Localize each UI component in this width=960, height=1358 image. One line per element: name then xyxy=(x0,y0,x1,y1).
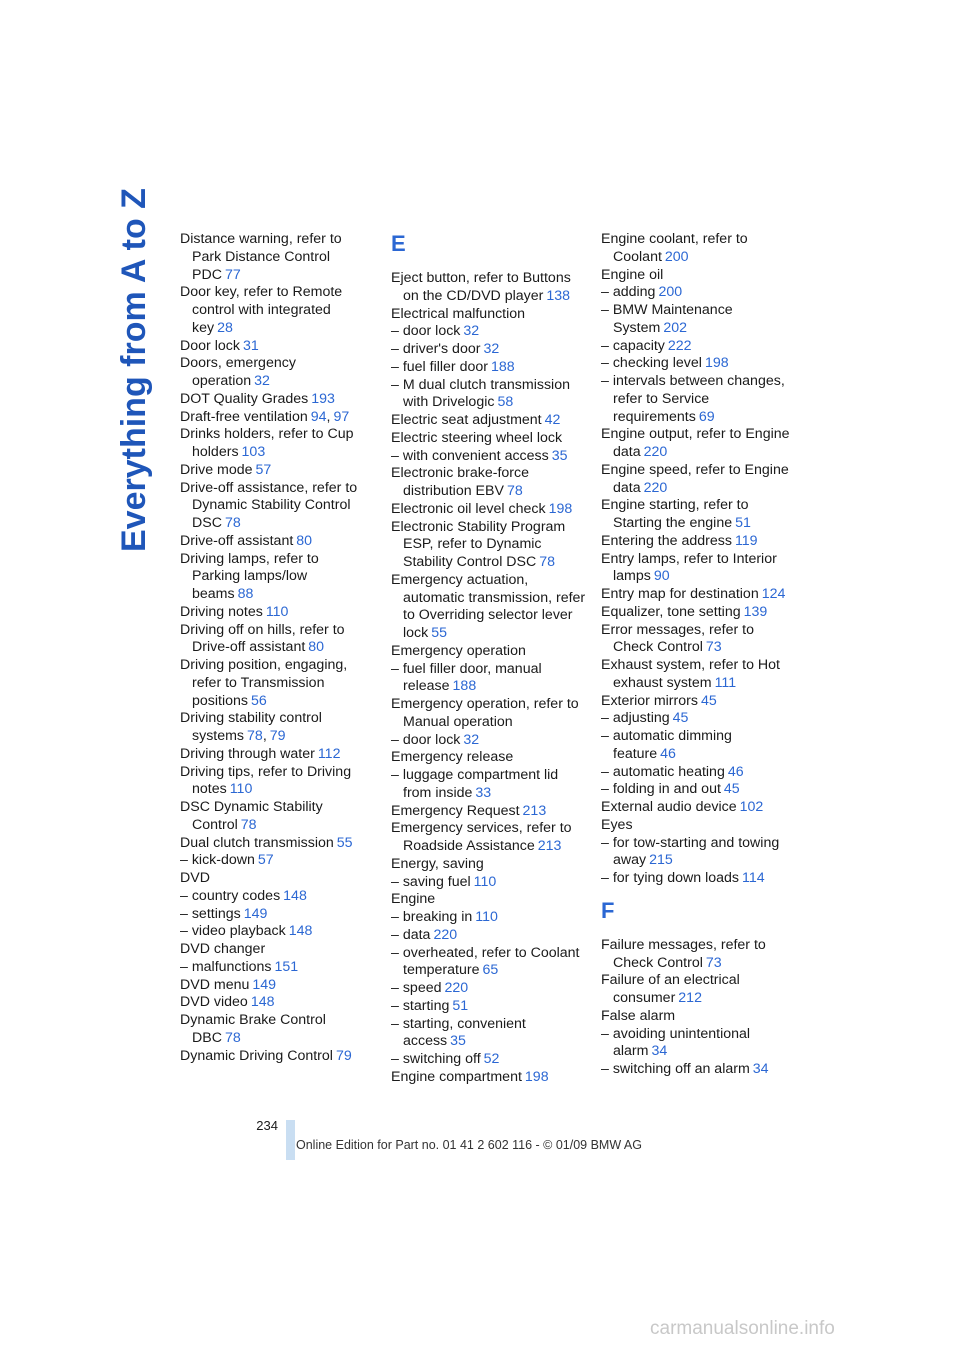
page-link[interactable]: 94 xyxy=(310,408,327,425)
page-link[interactable]: 220 xyxy=(643,444,668,460)
page-link[interactable]: 119 xyxy=(734,532,758,549)
index-entry-text: Failure messages, refer to Check Control xyxy=(601,936,766,971)
index-entry xyxy=(180,604,370,622)
index-entry-text: – fuel filler door, manual release xyxy=(391,660,542,695)
index-entry-text: – video playback xyxy=(180,923,286,940)
index-entry-text: – adjusting xyxy=(601,710,670,727)
page-link[interactable]: 198 xyxy=(524,1068,549,1085)
index-entry xyxy=(601,302,796,338)
index-entry-text: Exhaust system, refer to Hot exhaust system xyxy=(601,657,780,691)
page-link[interactable]: 148 xyxy=(288,923,313,940)
page-link[interactable]: 188 xyxy=(452,678,477,695)
page-link[interactable]: 188 xyxy=(491,358,515,375)
index-entry xyxy=(601,817,796,835)
page-link[interactable]: 78 xyxy=(506,483,523,499)
side-title: Everything from A to Z xyxy=(115,188,153,552)
page-link[interactable]: 202 xyxy=(663,319,687,336)
page-link[interactable]: 80 xyxy=(308,639,325,656)
index-entry-text: DVD xyxy=(180,870,210,886)
index-entry xyxy=(180,852,370,870)
page-link[interactable]: 78 xyxy=(247,728,263,744)
index-entry xyxy=(601,604,796,622)
index-entry xyxy=(391,856,586,874)
index-entry xyxy=(391,732,586,750)
page-link[interactable]: 57 xyxy=(255,461,272,478)
index-entry-text: – capacity xyxy=(601,337,665,354)
index-entry-text: Driving tips, refer to Driving notes xyxy=(180,763,352,798)
index-entry xyxy=(601,231,796,267)
page-link[interactable]: 149 xyxy=(243,905,268,922)
index-entry-text: Eyes xyxy=(601,816,633,833)
index-entry xyxy=(391,803,586,821)
index-entry-text: – overheated, refer to Coolant temperature xyxy=(391,944,580,979)
footer-accent-bar xyxy=(286,1120,295,1160)
index-entry xyxy=(180,746,370,764)
index-entry xyxy=(601,551,796,587)
index-entry xyxy=(391,412,586,430)
page-link[interactable]: 111 xyxy=(714,674,737,691)
page-link[interactable]: 200 xyxy=(658,284,683,301)
index-entry-text: Failure of an electrical consumer xyxy=(601,972,740,1006)
page-link[interactable]: 110 xyxy=(475,909,498,925)
index-entry-text: Electronic oil level check xyxy=(391,500,546,517)
index-entry xyxy=(391,270,586,306)
page-link[interactable]: 193 xyxy=(311,390,335,407)
page-link[interactable]: 65 xyxy=(482,962,499,979)
page-ref-separator: , xyxy=(326,408,331,425)
index-entry-text: Equalizer, tone setting xyxy=(601,603,741,620)
page-link[interactable]: 80 xyxy=(296,532,313,549)
index-entry-text: Drive-off assistant xyxy=(180,532,294,549)
page-link[interactable]: 110 xyxy=(473,873,497,890)
index-entry-text: Dynamic Driving Control xyxy=(180,1047,333,1064)
index-entry-text: Entering the address xyxy=(601,532,732,549)
page-link[interactable]: 32 xyxy=(483,341,500,357)
index-entry-text: Driving lamps, refer to Parking lamps/low beams xyxy=(180,550,319,602)
index-entry-text: – starting, convenient access xyxy=(391,1015,526,1050)
page-link[interactable]: 79 xyxy=(269,728,286,744)
index-entry xyxy=(391,430,586,448)
index-entry xyxy=(391,1016,586,1052)
index-entry xyxy=(180,391,370,409)
index-entry-text: DVD changer xyxy=(180,941,266,957)
page-link[interactable]: 32 xyxy=(463,731,480,748)
section-letter-e: E xyxy=(391,231,406,256)
index-entry-text: – door lock xyxy=(391,323,461,340)
index-entry xyxy=(601,799,796,817)
index-entry xyxy=(601,870,796,888)
page-link[interactable]: 198 xyxy=(548,500,573,517)
index-entry-text: Door key, refer to Remote control with integrated key xyxy=(180,284,343,336)
page-link[interactable]: 198 xyxy=(704,355,729,372)
index-entry xyxy=(391,519,586,572)
index-entry-text: Dynamic Brake Control DBC xyxy=(180,1012,326,1046)
page-link[interactable]: 220 xyxy=(433,926,458,943)
index-entry-text: – starting xyxy=(391,997,450,1014)
index-entry xyxy=(180,888,370,906)
index-entry xyxy=(180,533,370,551)
index-column-3 xyxy=(601,231,796,1079)
page-link[interactable]: 110 xyxy=(265,603,289,620)
index-entry xyxy=(391,749,586,767)
index-entry xyxy=(391,998,586,1016)
page-link[interactable]: 213 xyxy=(537,838,562,854)
index-entry-text: – data xyxy=(391,926,431,943)
index-entry-text: Energy, saving xyxy=(391,855,484,872)
index-entry-text: Electric steering wheel lock xyxy=(391,429,563,446)
index-entry xyxy=(180,284,370,337)
index-entry-text: Drive mode xyxy=(180,461,253,478)
index-entry xyxy=(601,835,796,871)
index-entry-text: DSC Dynamic Stability Control xyxy=(180,799,323,833)
page-link[interactable]: 46 xyxy=(727,763,744,780)
index-entry xyxy=(391,767,586,803)
page-link[interactable]: 114 xyxy=(742,870,765,886)
index-entry-text: Emergency release xyxy=(391,749,514,766)
index-entry-text: Emergency operation, refer to Manual operation xyxy=(391,696,579,730)
index-entry xyxy=(601,267,796,285)
page-link[interactable]: 149 xyxy=(252,976,277,993)
index-entry-text: – fuel filler door xyxy=(391,358,488,375)
page-link[interactable]: 45 xyxy=(700,692,717,709)
index-entry-text: – intervals between changes, refer to Service requirements xyxy=(601,373,785,425)
page-link[interactable]: 212 xyxy=(678,990,702,1006)
page-link[interactable]: 78 xyxy=(240,816,257,833)
index-entry xyxy=(601,972,796,1008)
page-link[interactable]: 88 xyxy=(237,586,254,602)
index-entry-text: Eject button, refer to Buttons on the CD/DVD player xyxy=(391,270,571,304)
index-column-1 xyxy=(180,231,370,1065)
page-link[interactable]: 55 xyxy=(431,625,448,641)
page-link[interactable]: 32 xyxy=(463,323,480,340)
index-entry xyxy=(391,341,586,359)
index-entry-text: Driving stability control systems xyxy=(180,710,322,744)
index-entry xyxy=(391,359,586,377)
page-link[interactable]: 110 xyxy=(229,781,253,798)
index-entry-text: DVD video xyxy=(180,994,248,1011)
index-entry xyxy=(601,1008,796,1026)
index-entry-text: Entry map for destination xyxy=(601,586,759,602)
index-entry-text: – adding xyxy=(601,284,656,301)
index-entry xyxy=(180,799,370,835)
page-link[interactable]: 45 xyxy=(672,710,689,727)
index-entry-text: False alarm xyxy=(601,1007,676,1024)
page-ref-separator: , xyxy=(262,728,267,744)
index-column-2 xyxy=(391,231,586,1087)
index-entry xyxy=(391,1051,586,1069)
index-entry xyxy=(391,980,586,998)
index-entry-text: – automatic dimming feature xyxy=(601,728,732,762)
index-entry xyxy=(180,622,370,658)
index-entry xyxy=(180,923,370,941)
index-entry xyxy=(601,586,796,604)
index-entry-text: – saving fuel xyxy=(391,873,471,890)
index-entry-text: – switching off xyxy=(391,1051,481,1067)
index-entry xyxy=(391,501,586,519)
index-entry xyxy=(180,426,370,462)
page-link[interactable]: 58 xyxy=(497,394,514,411)
index-entry xyxy=(601,693,796,711)
index-entry xyxy=(601,497,796,533)
index-entry xyxy=(601,355,796,373)
index-entry-text: – avoiding unintentional alarm xyxy=(601,1025,751,1060)
page-link[interactable]: 73 xyxy=(705,639,722,656)
index-entry xyxy=(391,1069,586,1087)
index-entry xyxy=(180,1048,370,1066)
index-entry-text: – kick-down xyxy=(180,852,255,869)
index-entry xyxy=(601,533,796,551)
page-link[interactable]: 148 xyxy=(250,994,275,1011)
index-entry-text: DVD menu xyxy=(180,976,250,993)
index-entry xyxy=(391,696,586,732)
index-entry-text: Dual clutch transmission xyxy=(180,834,334,851)
index-entry xyxy=(180,338,370,356)
index-entry-text: – for tying down loads xyxy=(601,870,740,886)
index-entry xyxy=(601,1061,796,1079)
index-entry xyxy=(391,572,586,643)
index-entry-text: – checking level xyxy=(601,355,702,372)
page-link[interactable]: 124 xyxy=(761,586,786,602)
index-entry-text: Engine starting, refer to Starting the engine xyxy=(601,497,749,531)
index-entry-text: Engine compartment xyxy=(391,1068,522,1085)
page-link[interactable]: 77 xyxy=(224,266,241,283)
index-entry-text: External audio device xyxy=(601,799,737,815)
index-entry-text: – BMW Maintenance System xyxy=(601,302,733,336)
index-entry xyxy=(601,373,796,426)
index-entry-text: – breaking in xyxy=(391,909,473,925)
index-entry-text: DOT Quality Grades xyxy=(180,390,309,407)
index-entry xyxy=(391,874,586,892)
index-entry-text: – M dual clutch transmission with Drivelogic xyxy=(391,376,570,411)
index-entry xyxy=(601,728,796,764)
index-entry xyxy=(601,426,796,462)
index-entry xyxy=(180,462,370,480)
index-entry xyxy=(180,835,370,853)
index-entry xyxy=(180,551,370,604)
index-entry xyxy=(601,1026,796,1062)
page-link[interactable]: 213 xyxy=(522,802,547,819)
page-link[interactable]: 103 xyxy=(241,444,266,460)
index-entry-text: Draft-free ventilation xyxy=(180,408,308,425)
index-entry xyxy=(601,462,796,498)
index-entry xyxy=(391,661,586,697)
index-entry xyxy=(180,906,370,924)
page-number: 234 xyxy=(256,1118,278,1133)
index-entry-text: Emergency Request xyxy=(391,802,520,819)
index-entry-text: Distance warning, refer to Park Distance Control PDC xyxy=(180,231,342,283)
index-entry-text: – automatic heating xyxy=(601,763,725,780)
index-entry xyxy=(601,937,796,973)
index-entry xyxy=(601,284,796,302)
index-entry xyxy=(180,409,370,427)
page-link[interactable]: 34 xyxy=(752,1061,769,1077)
page-link[interactable]: 57 xyxy=(257,852,274,869)
page-link[interactable]: 28 xyxy=(217,319,233,336)
page-link[interactable]: 56 xyxy=(251,692,267,709)
index-entry-text: Door lock xyxy=(180,337,240,354)
index-entry-text: Electrical malfunction xyxy=(391,305,526,322)
index-entry-text: Engine xyxy=(391,891,436,908)
page-link[interactable]: 148 xyxy=(283,887,307,904)
index-entry-text: Doors, emergency operation xyxy=(180,355,296,389)
page-link[interactable]: 112 xyxy=(317,745,341,762)
section-letter-f: F xyxy=(601,897,615,923)
index-entry xyxy=(601,710,796,728)
page-link[interactable]: 222 xyxy=(667,337,692,354)
index-entry xyxy=(180,941,370,959)
index-entry-text: – country codes xyxy=(180,887,281,904)
page-link[interactable]: 79 xyxy=(335,1047,352,1064)
index-entry-text: Exterior mirrors xyxy=(601,692,698,709)
index-entry xyxy=(180,764,370,800)
page-link[interactable]: 51 xyxy=(452,997,469,1014)
page-link[interactable]: 215 xyxy=(649,852,673,869)
page-link[interactable]: 73 xyxy=(705,954,722,971)
index-entry xyxy=(180,231,370,284)
page-link[interactable]: 200 xyxy=(664,248,689,265)
page-link[interactable]: 102 xyxy=(739,799,764,815)
index-entry-text: – switching off an alarm xyxy=(601,1061,750,1077)
page-link[interactable]: 138 xyxy=(546,287,571,304)
index-entry xyxy=(391,465,586,501)
index-entry-text: – speed xyxy=(391,980,442,996)
index-entry-text: Driving through water xyxy=(180,745,315,762)
page-link[interactable]: 55 xyxy=(336,834,353,851)
index-entry-text: – door lock xyxy=(391,731,461,748)
index-entry xyxy=(601,622,796,658)
index-entry-text: Engine coolant, refer to Coolant xyxy=(601,231,748,265)
index-entry-text: – driver's door xyxy=(391,341,481,357)
page-link[interactable]: 34 xyxy=(651,1043,668,1060)
index-entry xyxy=(180,480,370,533)
index-entry xyxy=(180,710,370,746)
page-link[interactable]: 90 xyxy=(653,568,670,585)
index-entry-text: Electronic Stability Program ESP, refer to Dynamic Stability Control DSC xyxy=(391,518,566,570)
index-entry xyxy=(601,764,796,782)
page-link[interactable]: 45 xyxy=(723,781,740,798)
index-entry-text: Emergency services, refer to Roadside Assistance xyxy=(391,820,572,854)
index-entry xyxy=(391,945,586,981)
index-entry-text: – for tow-starting and towing away xyxy=(601,834,780,869)
page-link[interactable]: 31 xyxy=(242,337,259,354)
page-link[interactable]: 52 xyxy=(483,1051,500,1067)
page-link[interactable]: 32 xyxy=(254,373,270,389)
index-entry xyxy=(601,338,796,356)
index-entry-text: Engine speed, refer to Engine data xyxy=(601,461,789,496)
page-link[interactable]: 46 xyxy=(660,745,676,762)
page-link[interactable]: 139 xyxy=(743,603,768,620)
index-entry-text: Entry lamps, refer to Interior lamps xyxy=(601,550,777,585)
index-entry xyxy=(391,643,586,661)
index-entry-text: Driving notes xyxy=(180,603,263,620)
index-entry-text: Electric seat adjustment xyxy=(391,412,542,428)
index-entry-text: Emergency operation xyxy=(391,642,526,659)
index-entry-text: Driving off on hills, refer to Drive-off assistant xyxy=(180,621,345,656)
index-entry xyxy=(391,377,586,413)
index-entry-text: – luggage compartment lid from inside xyxy=(391,767,559,801)
index-entry xyxy=(180,657,370,710)
page-link[interactable]: 33 xyxy=(475,784,492,801)
footer-text: Online Edition for Part no. 01 41 2 602 116 - © 01/09 BMW AG xyxy=(296,1138,642,1152)
index-entry xyxy=(391,909,586,927)
index-entry xyxy=(391,927,586,945)
index-entry xyxy=(180,1012,370,1048)
index-entry-text: Engine output, refer to Engine data xyxy=(601,426,790,460)
index-entry-text: Drinks holders, refer to Cup holders xyxy=(180,426,354,460)
index-entry xyxy=(391,820,586,856)
page-link[interactable]: 78 xyxy=(224,515,241,531)
index-entry xyxy=(391,891,586,909)
page-link[interactable]: 151 xyxy=(274,958,299,975)
index-entry xyxy=(391,448,586,466)
index-entry-text: Driving position, engaging, refer to Transmission positions xyxy=(180,657,348,709)
index-entry xyxy=(180,959,370,977)
index-entry-text: Electronic brake-force distribution EBV xyxy=(391,465,529,499)
index-entry xyxy=(391,306,586,324)
index-entry-text: Drive-off assistance, refer to Dynamic Stability Control DSC xyxy=(180,479,358,531)
index-entry-text: – settings xyxy=(180,905,241,922)
index-entry xyxy=(180,870,370,888)
index-entry-text: – with convenient access xyxy=(391,447,549,464)
page-link[interactable]: 220 xyxy=(444,980,469,996)
index-entry-text: Error messages, refer to Check Control xyxy=(601,621,754,656)
page-link[interactable]: 69 xyxy=(698,408,715,425)
page-link[interactable]: 97 xyxy=(333,408,350,425)
page-link[interactable]: 35 xyxy=(450,1033,466,1050)
index-entry xyxy=(601,657,796,693)
index-entry-text: Emergency actuation, automatic transmission, refer to Overriding selector lever lock xyxy=(391,571,586,641)
page-link[interactable]: 78 xyxy=(539,554,556,570)
page-link[interactable]: 35 xyxy=(551,447,568,464)
index-entry-text: – folding in and out xyxy=(601,781,721,798)
watermark: carmanualsonline.info xyxy=(650,1318,835,1339)
index-entry xyxy=(180,994,370,1012)
index-entry xyxy=(601,781,796,799)
index-entry-text: – malfunctions xyxy=(180,958,272,975)
index-entry xyxy=(180,355,370,391)
page-link[interactable]: 51 xyxy=(735,515,751,531)
page-link[interactable]: 78 xyxy=(224,1029,241,1046)
index-entry xyxy=(180,977,370,995)
index-entry-text: Engine oil xyxy=(601,266,664,283)
page-link[interactable]: 42 xyxy=(544,412,561,428)
page-link[interactable]: 220 xyxy=(643,479,668,496)
index-entry xyxy=(391,323,586,341)
